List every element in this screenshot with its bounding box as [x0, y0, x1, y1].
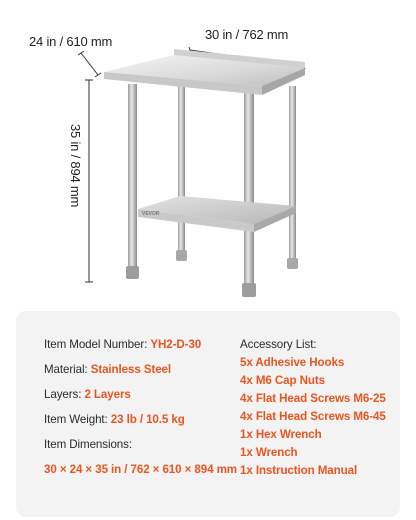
spec-model-label: Item Model Number: [44, 338, 148, 351]
spec-material [44, 363, 171, 376]
accessory-item: 4x M6 Cap Nuts [240, 374, 325, 387]
accessory-item: 5x Adhesive Hooks [240, 356, 345, 369]
depth-dimension-label: 24 in / 610 mm [29, 34, 113, 49]
foot [176, 250, 187, 261]
spec-dimensions-value: 30 × 24 × 35 in / 762 × 610 × 894 mm [44, 463, 237, 476]
spec-model-value: YH2-D-30 [150, 338, 202, 351]
spec-material-label: Material: [44, 363, 88, 376]
spec-dimensions-value-row [44, 463, 237, 476]
accessory-item: 4x Flat Head Screws M6-45 [240, 410, 386, 423]
spec-card [16, 311, 400, 517]
height-dimension-label: 35 in / 894 mm [68, 124, 83, 208]
width-dimension-label: 30 in / 762 mm [205, 27, 289, 42]
front-left-leg [128, 84, 137, 270]
accessory-title: Accessory List: [240, 338, 317, 351]
spec-model [44, 338, 201, 351]
foot [242, 283, 256, 297]
back-left-leg [178, 85, 185, 257]
accessory-item: 1x Hex Wrench [240, 428, 322, 441]
foot [126, 266, 139, 279]
spec-weight-label: Item Weight: [44, 413, 108, 426]
spec-dimensions-label-row [44, 438, 132, 451]
accessory-item: 4x Flat Head Screws M6-25 [240, 392, 386, 405]
back-right-leg [289, 86, 296, 264]
spec-layers [44, 388, 131, 401]
spec-weight [44, 413, 185, 426]
front-right-leg [244, 92, 254, 286]
brand-mark: VEVOR [142, 211, 160, 217]
foot [287, 258, 298, 269]
spec-layers-value: 2 Layers [84, 388, 131, 401]
spec-dimensions-label: Item Dimensions: [44, 438, 132, 451]
spec-layers-label: Layers: [44, 388, 82, 401]
accessory-item: 1x Instruction Manual [240, 464, 358, 477]
spec-weight-value: 23 lb / 10.5 kg [110, 413, 185, 426]
accessory-item: 1x Wrench [240, 446, 298, 459]
spec-material-value: Stainless Steel [90, 363, 172, 376]
